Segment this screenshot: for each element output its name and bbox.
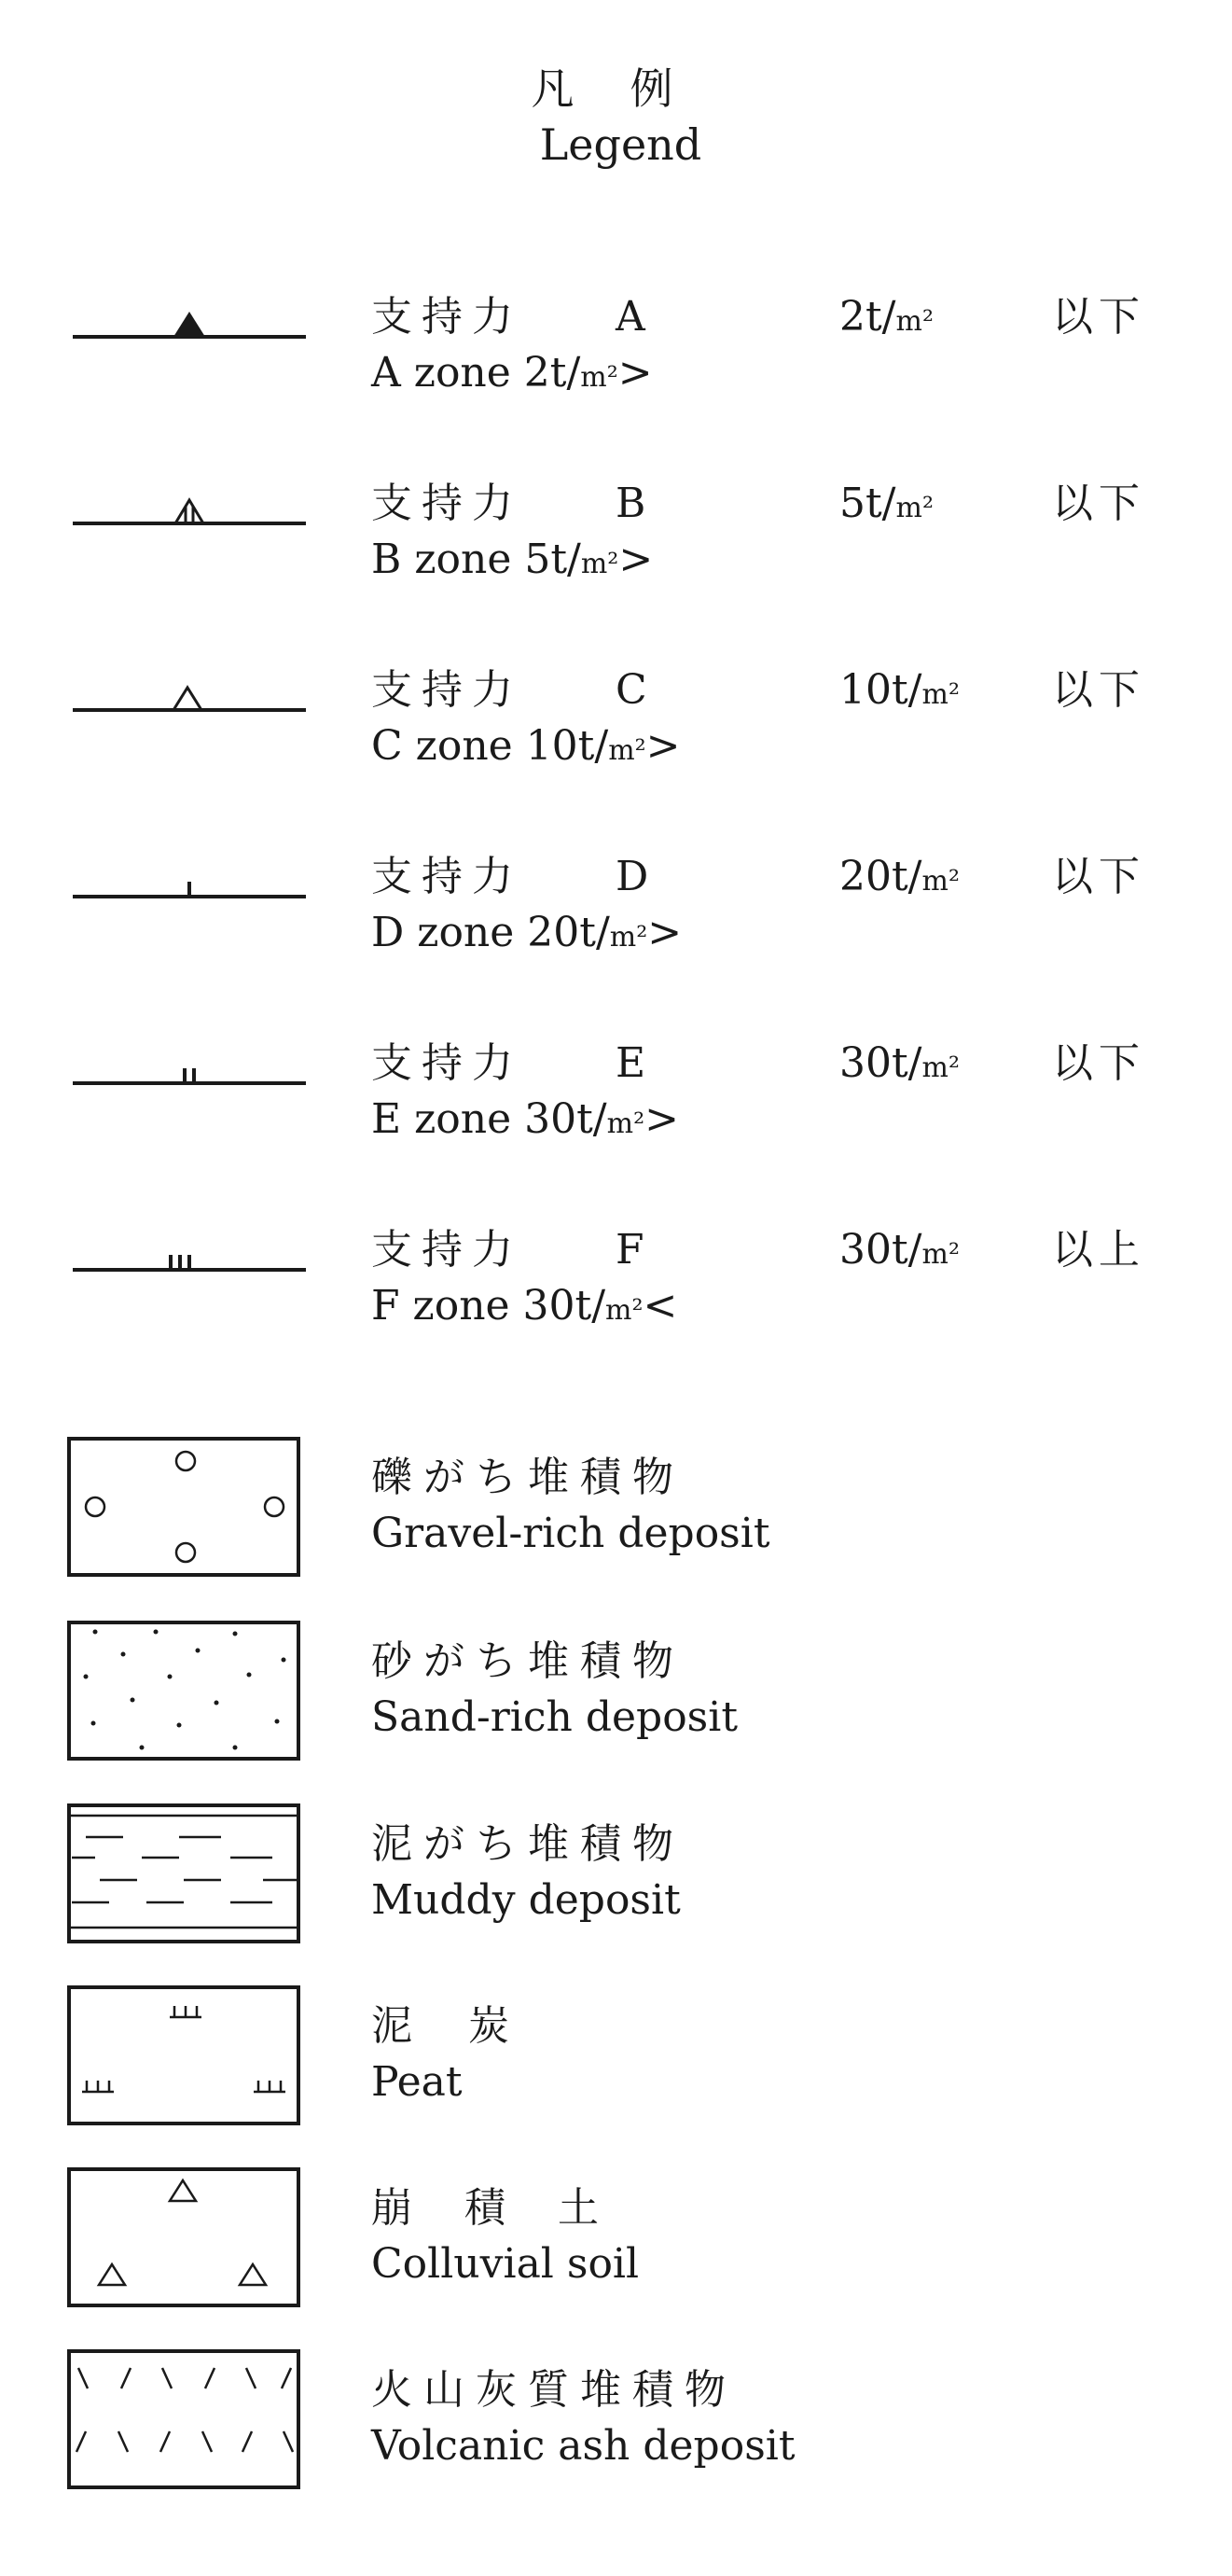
- open-triangle-icon: [73, 670, 306, 754]
- zone-condition: 以下: [1052, 480, 1145, 527]
- zone-row-f: [0, 1226, 1232, 1370]
- deposit-label-en: Colluvial soil: [371, 2240, 640, 2288]
- zone-label-jp: 支持力: [371, 1226, 522, 1274]
- volcanic-ash-pattern-icon: [67, 2349, 300, 2489]
- zone-letter: B: [616, 480, 646, 527]
- deposit-row-colluvial: [0, 2167, 1232, 2317]
- zone-condition: 以下: [1052, 853, 1145, 900]
- deposit-label-jp: 砂がち堆積物: [371, 1637, 685, 1685]
- deposit-label-en: Sand-rich deposit: [371, 1693, 739, 1741]
- zone-row-a: [0, 293, 1232, 437]
- zone-label-en: D zone 20t/m²>: [371, 909, 683, 956]
- deposit-row-mud: [0, 1803, 1232, 1953]
- solid-triangle-icon: [73, 297, 306, 381]
- mud-pattern-icon: [67, 1803, 300, 1943]
- deposit-label-en: Muddy deposit: [371, 1876, 681, 1924]
- zone-label-en: E zone 30t/m²>: [371, 1095, 679, 1143]
- double-tick-icon: [73, 1043, 306, 1127]
- gravel-pattern-icon: [67, 1437, 300, 1577]
- deposit-label-en: Volcanic ash deposit: [371, 2422, 796, 2470]
- zone-value: 10t/m²: [839, 666, 960, 714]
- zone-row-c: [0, 666, 1232, 810]
- deposit-label-jp: 崩積土: [371, 2184, 651, 2232]
- deposit-row-sand: [0, 1621, 1232, 1770]
- deposit-label-jp: 泥炭: [371, 2002, 565, 2050]
- zone-row-d: [0, 853, 1232, 996]
- zone-condition: 以下: [1052, 666, 1145, 714]
- deposit-row-peat: [0, 1985, 1232, 2135]
- zone-letter: A: [616, 293, 645, 341]
- zone-value: 20t/m²: [839, 853, 960, 900]
- zone-value: 2t/m²: [839, 293, 934, 341]
- zone-label-jp: 支持力: [371, 666, 522, 714]
- zone-row-b: [0, 480, 1232, 623]
- triple-tick-icon: [73, 1230, 306, 1314]
- colluvial-pattern-icon: [67, 2167, 300, 2307]
- deposit-label-jp: 火山灰質堆積物: [371, 2366, 737, 2414]
- legend-title-jp: 凡例: [531, 63, 729, 114]
- zone-label-jp: 支持力: [371, 480, 522, 527]
- deposit-label-en: Gravel-rich deposit: [371, 1510, 770, 1557]
- zone-label-jp: 支持力: [371, 853, 522, 900]
- deposit-label-en: Peat: [371, 2058, 463, 2106]
- peat-pattern-icon: [67, 1985, 300, 2125]
- zone-condition: 以下: [1052, 1039, 1145, 1087]
- zone-condition: 以上: [1052, 1226, 1145, 1274]
- zone-condition: 以下: [1052, 293, 1145, 341]
- single-tick-icon: [73, 856, 306, 940]
- zone-label-jp: 支持力: [371, 293, 522, 341]
- deposit-label-jp: 泥がち堆積物: [371, 1820, 685, 1868]
- zone-value: 30t/m²: [839, 1226, 960, 1274]
- zone-letter: D: [616, 853, 649, 900]
- deposit-label-jp: 礫がち堆積物: [371, 1454, 685, 1501]
- zone-label-en: A zone 2t/m²>: [371, 349, 653, 397]
- sand-pattern-icon: [67, 1621, 300, 1761]
- zone-value: 5t/m²: [839, 480, 934, 527]
- zone-letter: F: [616, 1226, 644, 1274]
- zone-label-en: B zone 5t/m²>: [371, 536, 654, 583]
- zone-label-jp: 支持力: [371, 1039, 522, 1087]
- zone-value: 30t/m²: [839, 1039, 960, 1087]
- zone-letter: C: [616, 666, 647, 714]
- zone-letter: E: [616, 1039, 646, 1087]
- hatched-triangle-icon: [73, 483, 306, 567]
- legend-title-en: Legend: [539, 119, 702, 170]
- zone-label-en: C zone 10t/m²>: [371, 722, 681, 770]
- zone-row-e: [0, 1039, 1232, 1183]
- deposit-row-volcanic-ash: [0, 2349, 1232, 2499]
- deposit-row-gravel: [0, 1437, 1232, 1586]
- zone-label-en: F zone 30t/m²<: [371, 1282, 678, 1330]
